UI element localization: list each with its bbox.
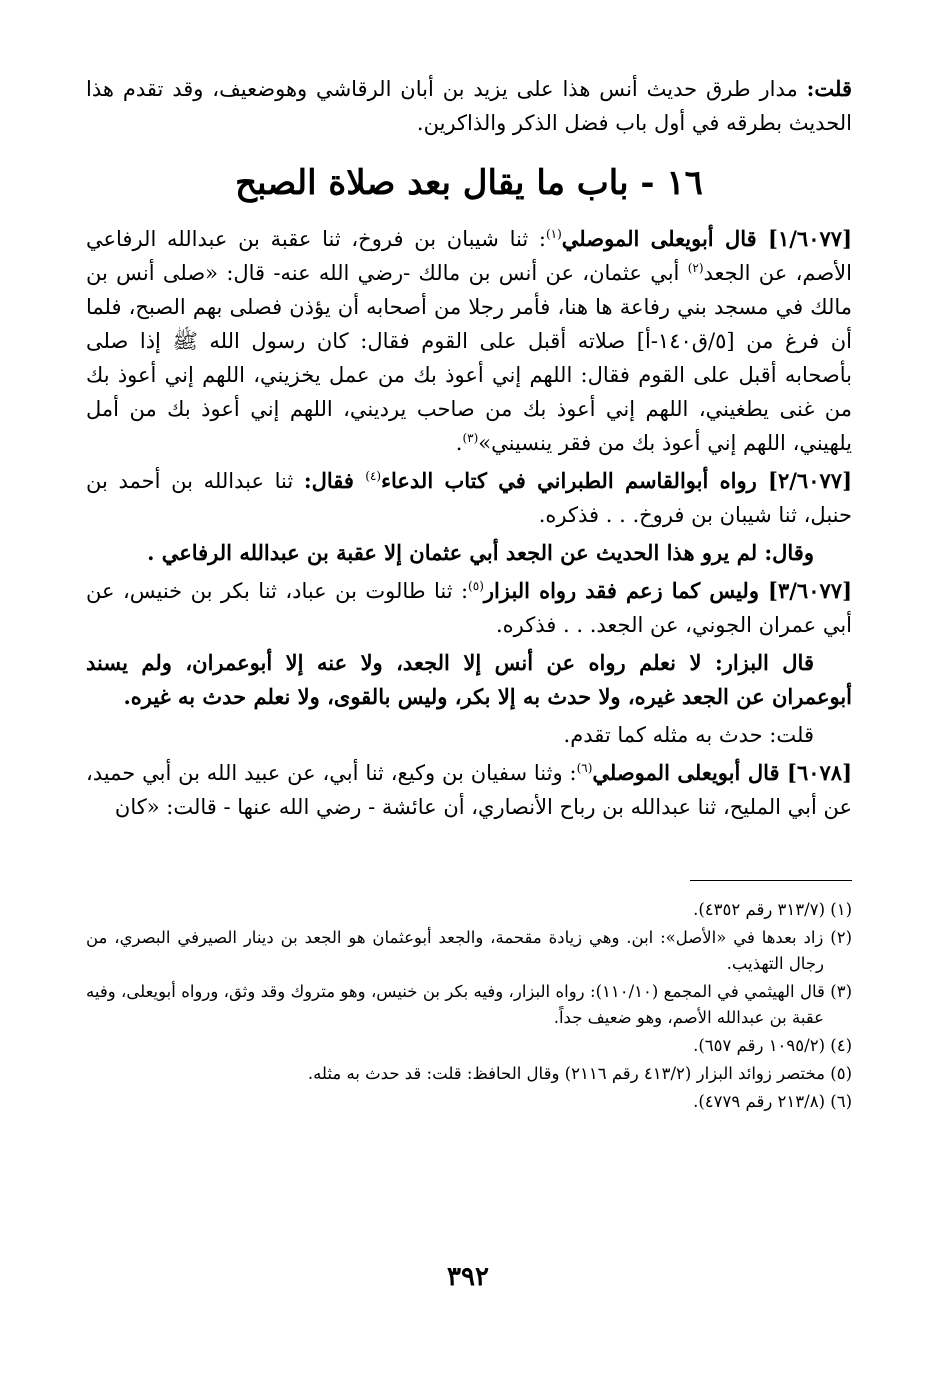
footnotes — [86, 897, 852, 1115]
author-comment: قلت: حدث به مثله كما تقدم. — [563, 723, 814, 747]
footnote-marker: (٥) — [468, 579, 484, 593]
hadith-1-ref: [١/٦٠٧٧] — [768, 226, 852, 251]
footnote-4: (٤) (١٠٩٥/٢ رقم ٦٥٧). — [693, 1036, 852, 1055]
book-page — [86, 72, 852, 1117]
footnote-6: (٦) (٢١٣/٨ رقم ٤٧٧٩). — [693, 1092, 852, 1111]
footnote-marker: (١) — [545, 227, 562, 241]
bazzar-statement: قال البزار: لا نعلم رواه عن أنس إلا الجعد، ولا عنه إلا أبوعمران، ولم يسند أبوعمران عن الجعد غيره، ولا حدث به إلا بكر، وليس بالقوى، ولا نعلم حدث به غيره. — [86, 650, 852, 709]
footnote-1: (١) (٣١٣/٧ رقم ٤٣٥٢). — [693, 900, 852, 919]
footnote-2: (٢) زاد بعدها في «الأصل»: ابن. وهي زيادة مقحمة، والجعد أبوعثمان هو الجعد بن دينار الصيرفي البصري، من رجال التهذيب. — [86, 928, 852, 973]
intro-text: مدار طرق حديث أنس هذا على يزيد بن أبان الرقاشي وهوضعيف، وقد تقدم هذا الحديث بطرقه في أول باب فضل الذكر والذاكرين. — [86, 77, 852, 135]
hadith-1-text-2: أبي عثمان، عن أنس بن مالك -رضي الله عنه- قال: «صلى أنس بن مالك في مسجد بني رفاعة ها هنا، فأمر رجلا من أصحابه أن يؤذن فصلى بهم الصبح، فلما أن فرغ من [٥/ق١٤٠-أ] صلاته أقبل على القوم فقال: كان رسول الله ﷺ إذا صلى بأصحابه أقبل على القوم فقال: اللهم إني أعوذ بك من عمل يخزيني، اللهم إني أعوذ بك من غنى يطغيني، اللهم إني أعوذ بك من صاحب يرديني، اللهم إني أعوذ بك من أمل يلهيني، اللهم إني أعوذ بك من فقر ينسيني» — [86, 261, 852, 455]
hadith-3 — [86, 574, 852, 642]
hadith-1-end: . — [455, 431, 463, 455]
hadith-4-ref: [٦٠٧٨] — [787, 760, 852, 785]
hadith-3-ref: [٣/٦٠٧٧] — [768, 578, 852, 603]
hadith-1-text: : ثنا شيبان بن فروخ، ثنا عقبة بن عبدالله الرفاعي الأصم، عن الجعد — [86, 227, 852, 285]
hadith-4-lead: قال أبويعلى الموصلي — [592, 760, 787, 785]
footnote-marker: (٣) — [462, 431, 479, 445]
intro-paragraph — [86, 72, 852, 140]
tabarani-note: وقال: لم يرو هذا الحديث عن الجعد أبي عثمان إلا عقبة بن عبدالله الرفاعي . — [147, 540, 814, 565]
hadith-2-ref: [٢/٦٠٧٧] — [768, 468, 852, 493]
chapter-heading: ١٦ - باب ما يقال بعد صلاة الصبح — [235, 163, 703, 203]
hadith-3-lead: وليس كما زعم فقد رواه البزار — [483, 578, 769, 603]
hadith-1-lead: قال أبويعلى الموصلي — [561, 226, 769, 251]
hadith-2-lead: رواه أبوالقاسم الطبراني في كتاب الدعاء — [381, 468, 769, 493]
footnote-3: (٣) قال الهيثمي في المجمع (١١٠/١٠): رواه البزار، وفيه بكر بن خنيس، وهو متروك وقد وثق، ورواه أبويعلى، وفيه عقبة بن عبدالله الأصم، وهو ضعيف جداً. — [86, 982, 853, 1027]
hadith-3-text: : ثنا طالوت بن عباد، ثنا بكر بن خنيس، عن أبي عمران الجوني، عن الجعد. . . فذكره. — [86, 579, 852, 637]
footnote-marker: (٢) — [687, 261, 704, 275]
footnote-divider — [690, 880, 852, 881]
page-number: ٣٩٢ — [447, 1262, 489, 1292]
hadith-4-text: : وثنا سفيان بن وكيع، ثنا أبي، عن عبيد الله بن أبي حميد، عن أبي المليح، ثنا عبدالله بن رباح الأنصاري، أن عائشة - رضي الله عنها - قالت: «كان — [86, 761, 852, 819]
hadith-2-lead-2: فقال: — [303, 468, 366, 493]
hadith-4 — [86, 756, 852, 824]
footnote-5: (٥) مختصر زوائد البزار (٤١٣/٢ رقم ٢١١٦) وقال الحافظ: قلت: قد حدث به مثله. — [307, 1064, 852, 1083]
hadith-1 — [86, 222, 852, 460]
intro-label: قلت: — [806, 76, 852, 101]
hadith-2-text: ثنا عبدالله بن أحمد بن حنبل، ثنا شيبان بن فروخ. . . فذكره. — [86, 469, 852, 527]
footnote-marker: (٤) — [365, 469, 382, 483]
footnote-marker: (٦) — [576, 761, 593, 775]
hadith-2 — [86, 464, 852, 532]
